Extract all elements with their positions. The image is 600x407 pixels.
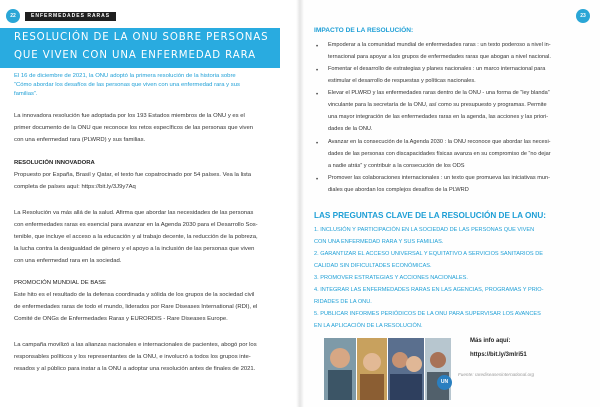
info-link[interactable]: https://bit.ly/3mlri51 (470, 352, 527, 358)
question-line: 1. INCLUSIÓN Y PARTICIPACIÓN EN LA SOCIEDAD DE LAS PERSONAS QUE VIVEN (314, 227, 535, 233)
paragraph-line: La campaña movilizó a las alianzas nacionales e internacionales de pacientes, abogó por los (14, 342, 257, 348)
photo-child (324, 338, 356, 400)
paragraph-line: primer documento de la ONU que reconoce los retos específicos de las personas que viven (14, 125, 254, 131)
question-line: 4. INTEGRAR LAS ENFERMEDADES RARAS EN LAS AGENCIAS, PROGRAMAS Y PRIO- (314, 287, 544, 293)
bullet-line: dades de las personas con discapacidades físicas avanza en su compromiso de “no dejar (328, 151, 551, 157)
paragraph-line: tenible, que incluye el acceso a la educación y al trabajo decente, la reducción de la pobreza, (14, 234, 258, 240)
bullet-icon: • (316, 141, 319, 147)
paragraph-line: de enfermedades raras de todo el mundo, liderados por Rare Diseases International (RDI), el (14, 304, 258, 310)
paragraph-line: completa de países aquí: https://bit.ly/3J9y7Aq (14, 184, 136, 190)
photo-collage (324, 338, 484, 400)
paragraph-line: La innovadora resolución fue adoptada por los 193 Estados miembros de la ONU y es el (14, 113, 245, 119)
title-band (0, 28, 280, 68)
bullet-line: Avanzar en la consecución de la Agenda 2030 : la ONU reconoce que abordar las necesi- (328, 139, 551, 145)
source-credit: Fuente: rarediseasesinternational.org (458, 372, 535, 377)
bullet-line: ternacional para apoyar a los grupos de enfermedades raras que abogan a nivel nacional. (328, 54, 551, 60)
bullet-line: una mayor integración de las enfermedades raras en la agenda, las acciones y las priori- (328, 114, 549, 120)
paragraph-line: responsables políticos y los representantes de la ONU, e involucró a todos los grupos inte- (14, 354, 251, 360)
bullet-line: Elevar el PLWRD y las enfermedades raras dentro de la ONU - una forma de “ley blanda” (328, 90, 550, 96)
intro-line: familias”. (14, 91, 38, 97)
paragraph-line: resados y al público para instar a la ONU a adoptar una resolución antes de finales de 2021. (14, 366, 256, 372)
photo-group (388, 338, 424, 400)
bullet-line: Empoderar a la comunidad mundial de enfermedades raras : un texto poderoso a nivel in- (328, 42, 551, 48)
paragraph-line: Este hito es el resultado de la defensa coordinada y sólida de los grupos de la sociedad civil (14, 292, 255, 298)
bullet-line: dades de la ONU. (328, 126, 373, 132)
paragraph-line: con una enfermedad rara (PLWRD) y sus familias. (14, 137, 146, 143)
bullet-line: diales que abordan los complejos desafíos de la PLWRD (328, 187, 469, 193)
un-logo: UN (437, 375, 452, 390)
title-line-2: QUE VIVEN CON UNA ENFERMEDAD RARA (14, 50, 257, 61)
impacto-heading: IMPACTO DE LA RESOLUCIÓN: (314, 27, 414, 34)
bullet-line: vinculante para la secretaría de la ONU, así como su presupuesto y programas. Permite (328, 102, 547, 108)
paragraph-line: la lucha contra la desigualdad de género y el apoyo a la inclusión de las personas que viven (14, 246, 255, 252)
paragraph-line: La Resolución va más allá de la salud. Afirma que abordar las necesidades de las personas (14, 210, 254, 216)
bullet-icon: • (316, 177, 319, 183)
preguntas-heading: LAS PREGUNTAS CLAVE DE LA RESOLUCIÓN DE LA ONU: (314, 211, 546, 220)
paragraph-line: con enfermedades raras es esencial para avanzar en la Agenda 2030 para el Desarrollo Sos- (14, 222, 258, 228)
bullet-line: estimular el desarrollo de respuestas y políticas nacionales. (328, 78, 476, 84)
section-tab: ENFERMEDADES RARAS (25, 12, 116, 21)
heading-innovadora: RESOLUCIÓN INNOVADORA (14, 160, 95, 166)
question-line: 3. PROMOVER ESTRATEGIAS Y ACCIONES NACIONALES. (314, 275, 468, 281)
question-line: 2. GARANTIZAR EL ACCESO UNIVERSAL Y EQUITATIVO A SERVICIOS SANITARIOS DE (314, 251, 543, 257)
photo-family (357, 338, 387, 400)
bullet-line: a nadie atrás” y contribuir a la consecución de los ODS (328, 163, 465, 169)
page-number-left: 22 (6, 9, 20, 23)
question-line: CALIDAD SIN DIFICULTADES ECONÓMICAS. (314, 263, 432, 269)
title-line-1: RESOLUCIÓN DE LA ONU SOBRE PERSONAS (14, 32, 269, 43)
photo-woman (425, 338, 451, 400)
bullet-line: Promover las colaboraciones internacionales : un texto que promueva las iniciativas mun- (328, 175, 550, 181)
intro-line: El 16 de diciembre de 2021, la ONU adoptó la primera resolución de la historia sobre (14, 73, 236, 79)
question-line: 5. PUBLICAR INFORMES PERIÓDICOS DE LA ONU PARA SUPERVISAR LOS AVANCES (314, 311, 541, 317)
paragraph-line: Comité de ONGs de Enfermedades Raras y EURORDIS - Rare Diseases Europe. (14, 316, 228, 322)
page-gutter (296, 0, 304, 407)
question-line: CON UNA ENFERMEDAD RARA Y SUS FAMILIAS. (314, 239, 444, 245)
info-label: Más info aquí: (470, 338, 511, 344)
bullet-icon: • (316, 68, 319, 74)
page-number-right: 23 (576, 9, 590, 23)
heading-promocion: PROMOCIÓN MUNDIAL DE BASE (14, 280, 107, 286)
paragraph-line: con una enfermedad rara en la sociedad. (14, 258, 122, 264)
bullet-icon: • (316, 92, 319, 98)
question-line: EN LA APLICACIÓN DE LA RESOLUCIÓN. (314, 323, 423, 329)
bullet-line: Fomentar el desarrollo de estrategias y planes nacionales : un marco internacional para (328, 66, 546, 72)
question-line: RIDADES DE LA ONU. (314, 299, 372, 305)
paragraph-line: Propuesto por España, Brasil y Qatar, el texto fue copatrocinado por 54 países. Vea la lista (14, 172, 252, 178)
intro-line: “Cómo abordar los desafíos de las personas que viven con una enfermedad rara y sus (14, 82, 240, 88)
bullet-icon: • (316, 44, 319, 50)
right-page (300, 0, 600, 407)
